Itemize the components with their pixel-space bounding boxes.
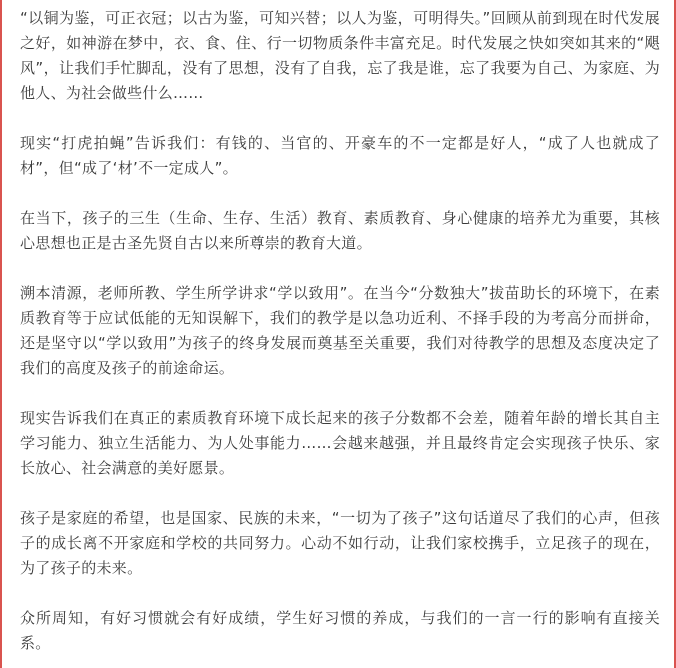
article-body (20, 6, 660, 656)
paragraph-three-life-education: 在当下，孩子的三生（生命、生存、生活）教育、素质教育、身心健康的培养尤为重要，其核心思想也正是古圣先贤自古以来所尊崇的教育大道。 (20, 209, 660, 252)
paragraph-quality-education: 现实告诉我们在真正的素质教育环境下成长起来的孩子分数都不会差，随着年龄的增长其自主学习能力、独立生活能力、为人处事能力……会越来越强，并且最终肯定会实现孩子快乐、家长放心、社会满意的美好愿景。 (20, 409, 660, 477)
paragraph-learning-for-use: 溯本清源，老师所教、学生所学讲求“学以致用”。在当今“分数独大”拔苗助长的环境下，在素质教育等于应试低能的无知误解下，我们的教学是以急功近利、不择手段的为考高分而拼命，还是坚守以“学以致用”为孩子的终身发展而奠基至关重要，我们对待教学的思想及态度决定了我们的高度及孩子的前途命运。 (20, 284, 660, 377)
paragraph-good-habits: 众所周知，有好习惯就会有好成绩，学生好习惯的养成，与我们的一言一行的影响有直接关系。 (20, 609, 660, 652)
paragraph-anti-corruption: 现实“打虎拍蝇”告诉我们：有钱的、当官的、开豪车的不一定都是好人，“成了人也就成了材”，但“成了‘材’不一定成人”。 (20, 134, 660, 177)
paragraph-mirror-quote: “以铜为鉴，可正衣冠；以古为鉴，可知兴替；以人为鉴，可明得失。”回顾从前到现在时代发展之好，如神游在梦中，衣、食、住、行一切物质条件丰富充足。时代发展之快如突如其来的“飓风”，让我们手忙脚乱，没有了思想，没有了自我，忘了我是谁，忘了我要为自己、为家庭、为他人、为社会做些什么…… (20, 9, 660, 102)
paragraph-children-future: 孩子是家庭的希望，也是国家、民族的未来，“一切为了孩子”这句话道尽了我们的心声，但孩子的成长离不开家庭和学校的共同努力。心动不如行动，让我们家校携手，立足孩子的现在，为了孩子的未来。 (20, 509, 660, 577)
